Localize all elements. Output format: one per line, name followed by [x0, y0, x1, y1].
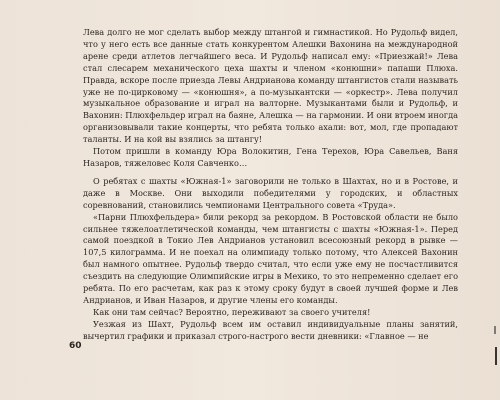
page-number: 60 — [69, 341, 82, 351]
paragraph: Потом пришли в команду Юра Волокитин, Гена Терехов, Юра Савельев, Ваня Назаров, тяжеловес Коля Савченко… — [83, 146, 458, 168]
page-edge-mark — [495, 347, 497, 365]
paragraph: О ребятах с шахты «Южная-1» заговорили не только в Шахтах, но и в Ростове, и даже в Москве. Они выходили победителями у городских, и областных соревнований, становились чемпионами Центрального совета «Труда». — [83, 175, 458, 210]
paragraph: Как они там сейчас? Вероятно, переживают за своего учителя! — [93, 306, 371, 317]
paragraph: Уезжая из Шахт, Рудольф всем им оставил индивидуальные планы занятий, вычертил графики и приказал строго-настрого вести дневники: «Главное — не — [83, 318, 458, 341]
paragraph: «Парни Плюхфельдера» били рекорд за рекордом. В Ростовской области не было сильнее тяжелоатлетической команды, чем штангисты с шахты «Южная-1». Перед самой поездкой в Токио Лев Андрианов установил всесоюзный рекорд в рывке — 107,5 килограмма. И не поехал на олимпиаду только потому, что Алексей Вахонин был намного опытнее. Рудольф твердо считал, что если уже ему не посчастливится съездить на следующие Олимпийские игры в Мехико, то это непременно сделает его ребята. По его расчетам, как раз к этому сроку будут в своей лучшей форме и Лев Андрианов, и Иван Назаров, и другие члены его команды. — [83, 211, 458, 305]
page-edge-mark — [494, 326, 496, 334]
paragraph: Лева долго не мог сделать выбор между штангой и гимнастикой. Но Рудольф видел, что у него есть все данные стать конкурентом Алешки Вахонина на международной арене среди атлетов легчайшего веса. И Рудольф написал ему: «Приезжай!» Лева стал слесарем механического цеха шахты и членом «конюшни» папаши Плюха. Правда, вскоре после приезда Левы Андрианова команду штангистов стали называть уже не по-цирковому — «конюшня», а по-музыкантски — «оркестр». Лева получил музыкальное образование и играл на валторне. Музыкантами были и Рудольф, и Вахонин: Плюхфельдер играл на баяне, Алешка — на гармонии. И они втроем иногда организовывали такие концерты, что ребята только ахали: вот, мол, где пропадают таланты. И на кой вы взялись за штангу! — [83, 27, 458, 145]
body-text — [83, 27, 458, 343]
